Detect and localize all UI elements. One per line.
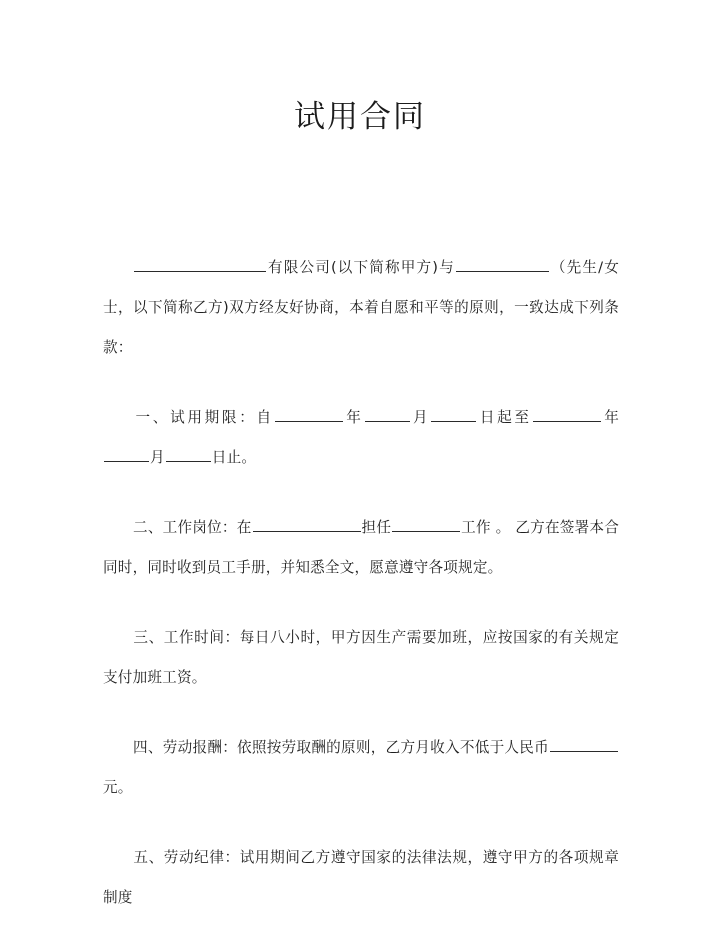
fill-in-blank[interactable] (533, 407, 601, 422)
text-run: 一、试用期限：自 (133, 409, 274, 426)
text-run: 年 (601, 409, 619, 426)
fill-in-blank[interactable] (134, 257, 266, 272)
fill-in-blank[interactable] (104, 447, 149, 462)
fill-in-blank[interactable] (166, 447, 211, 462)
text-run: 三、工作时间：每日八小时，甲方因生产需要加班，应按国家的有关规定支付加班工资。 (103, 629, 619, 686)
fill-in-blank[interactable] (253, 517, 361, 532)
fill-in-blank[interactable] (456, 257, 549, 272)
paragraph-parties (103, 248, 619, 368)
fill-in-blank[interactable] (550, 737, 618, 752)
text-run: 担任 (361, 519, 392, 536)
fill-in-blank[interactable] (365, 407, 410, 422)
paragraph-clause-1 (103, 398, 619, 478)
fill-in-blank[interactable] (392, 517, 460, 532)
page-title: 试用合同 (294, 98, 426, 135)
text-run: 日止。 (211, 449, 257, 466)
text-run: 元。 (103, 779, 133, 796)
text-run: 年 (343, 409, 364, 426)
text-run: 有限公司(以下简称甲方)与 (267, 259, 455, 276)
text-run: 五、劳动纪律：试用期间乙方遵守国家的法律法规，遵守甲方的各项规章制度 (103, 849, 619, 906)
paragraph-clause-2 (103, 508, 619, 588)
text-run: 二、工作岗位：在 (133, 519, 252, 536)
text-run: 日起至 (477, 409, 532, 426)
text-run: 月 (150, 449, 165, 466)
fill-in-blank[interactable] (275, 407, 343, 422)
paragraph-clause-5 (103, 838, 619, 918)
fill-in-blank[interactable] (431, 407, 476, 422)
text-run: 四、劳动报酬：依照按劳取酬的原则，乙方月收入不低于人民币 (133, 739, 549, 756)
text-run: 月 (410, 409, 431, 426)
paragraph-clause-3 (103, 618, 619, 698)
paragraph-clause-4 (103, 728, 619, 808)
document-body (103, 248, 619, 918)
text-run: （先生/女士，以下简称乙方)双方经友好协商，本着自愿和平等的原则，一致达成下列条款： (103, 259, 619, 356)
text-run: 工作 。 乙方在签署本合同时，同时收到员工手册，并知悉全文，愿意遵守各项规定。 (103, 519, 619, 576)
